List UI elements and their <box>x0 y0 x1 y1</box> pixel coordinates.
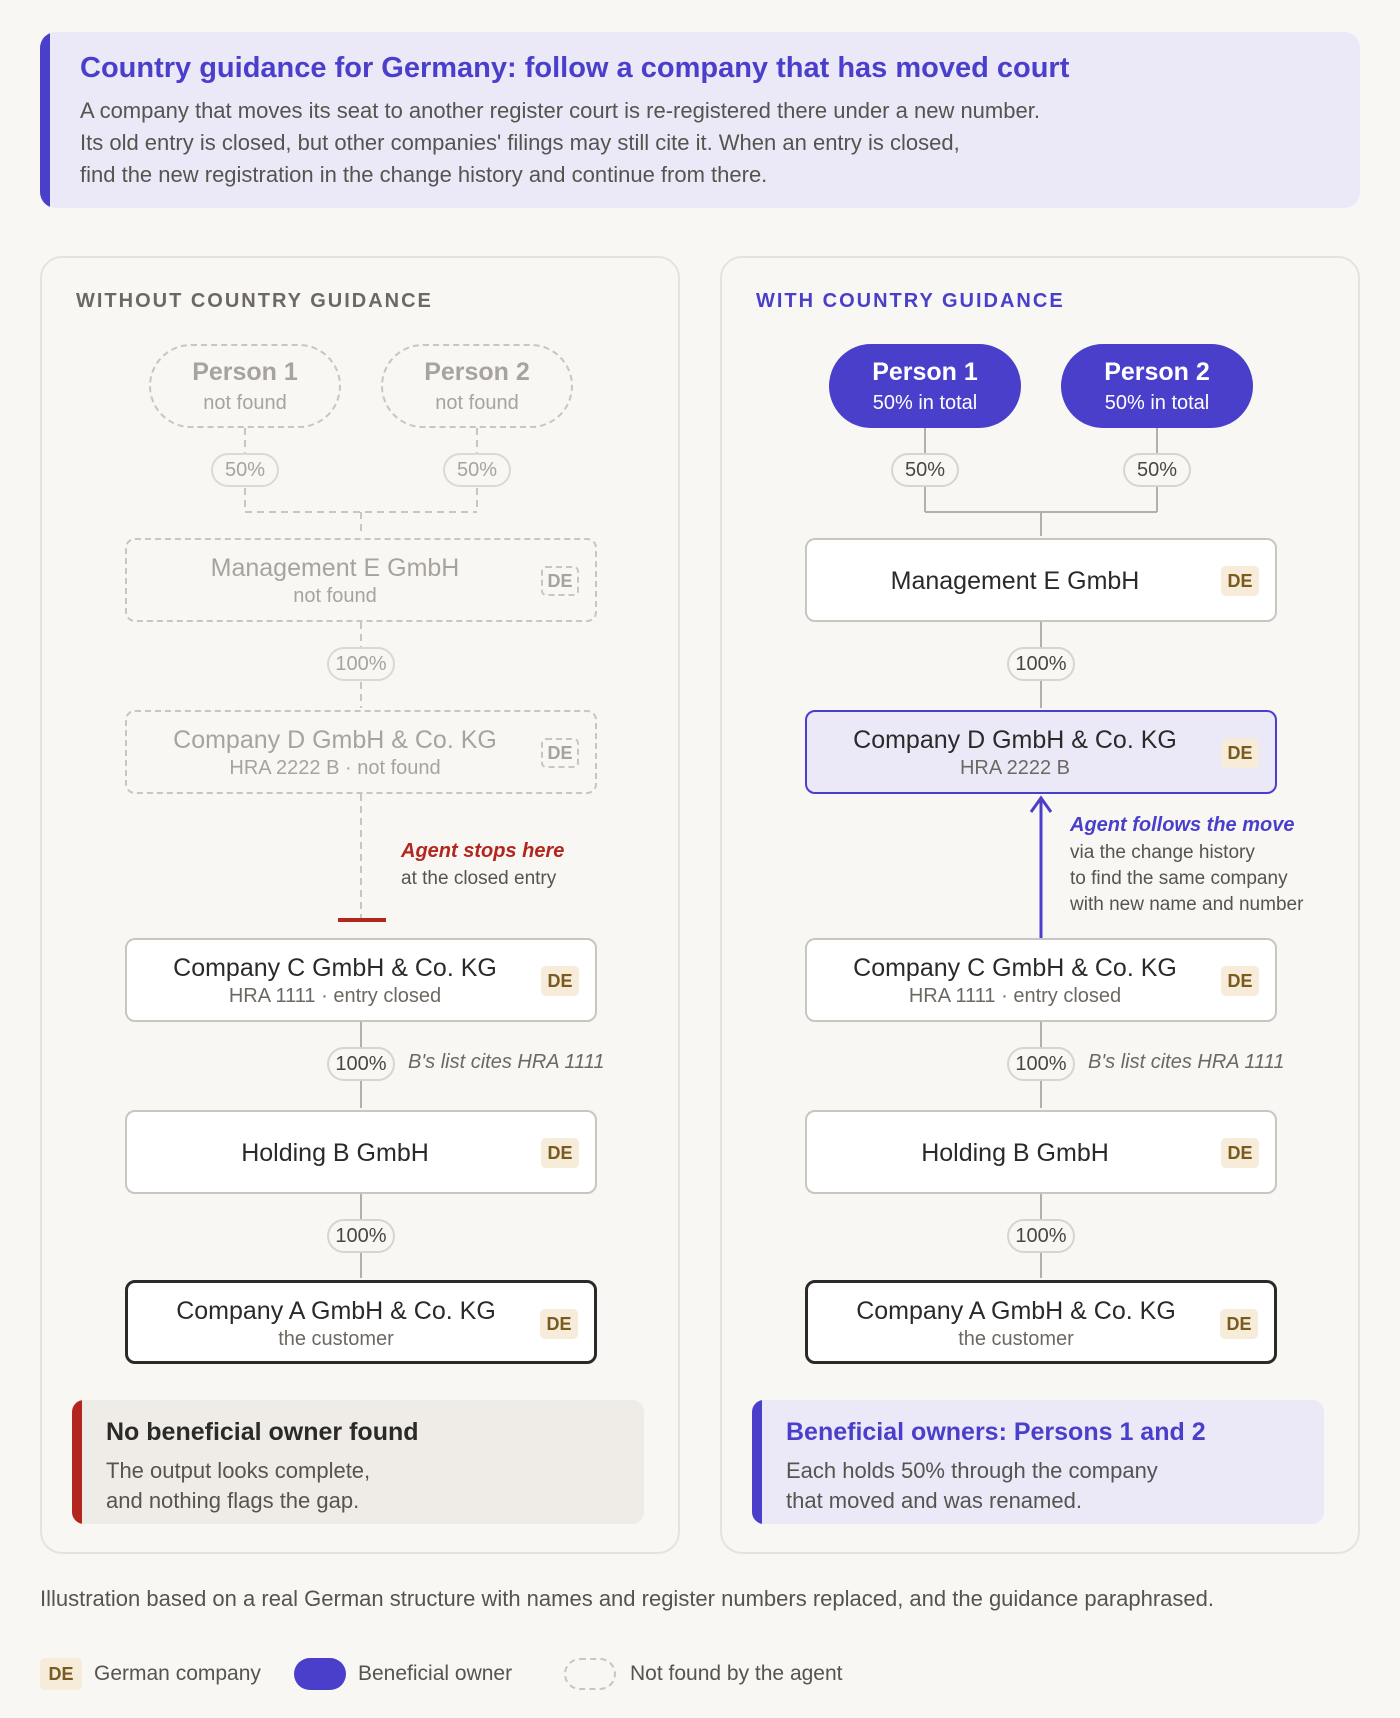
share-pill-c: 100% <box>327 1047 395 1081</box>
panel-without-guidance <box>40 256 680 1554</box>
company-holding-b <box>125 1110 597 1194</box>
company-name: Company A GmbH & Co. KG <box>176 1297 496 1325</box>
company-c <box>805 938 1277 1022</box>
company-status: not found <box>293 585 377 607</box>
de-badge: DE <box>541 738 579 768</box>
company-c <box>125 938 597 1022</box>
share-pill-p2: 50% <box>1123 453 1191 487</box>
header-line-3: find the new registration in the change history and continue from there. <box>80 162 768 187</box>
company-role: the customer <box>958 1328 1074 1350</box>
company-name: Holding B GmbH <box>921 1139 1109 1167</box>
de-badge: DE <box>540 1309 578 1339</box>
cite-note: B's list cites HRA 1111 <box>1088 1051 1285 1073</box>
legend-owner-label: Beneficial owner <box>358 1662 513 1685</box>
panel-label: WITH COUNTRY GUIDANCE <box>756 290 1065 312</box>
company-management-e <box>805 538 1277 622</box>
cite-note: B's list cites HRA 1111 <box>408 1051 605 1073</box>
company-a-customer <box>125 1280 597 1364</box>
company-name: Company D GmbH & Co. KG <box>173 726 497 754</box>
company-name: Company A GmbH & Co. KG <box>856 1297 1176 1325</box>
follow-note-title: Agent follows the move <box>1070 814 1295 836</box>
person-2-owner <box>1061 344 1253 428</box>
de-badge: DE <box>1221 966 1259 996</box>
person-1-status: not found <box>203 392 287 414</box>
company-d <box>125 710 597 794</box>
header-line-1: A company that moves its seat to another register court is re-registered there under a new number. <box>80 98 1040 123</box>
panel-label: WITHOUT COUNTRY GUIDANCE <box>76 290 433 312</box>
de-badge: DE <box>1220 1309 1258 1339</box>
company-name: Management E GmbH <box>890 567 1140 595</box>
result-no-owner <box>72 1400 644 1524</box>
de-badge: DE <box>541 1138 579 1168</box>
follow-note-line-1: via the change history <box>1070 842 1255 863</box>
company-register: HRA 2222 B · not found <box>229 757 441 779</box>
share-pill-p1: 50% <box>891 453 959 487</box>
person-2-share: 50% in total <box>1104 392 1210 414</box>
company-name: Company C GmbH & Co. KG <box>853 954 1177 982</box>
de-badge: DE <box>1221 738 1259 768</box>
company-name: Company C GmbH & Co. KG <box>173 954 497 982</box>
share-pill-mgmt: 100% <box>327 647 395 681</box>
company-role: the customer <box>278 1328 394 1350</box>
share-pill-p1: 50% <box>211 453 279 487</box>
company-management-e <box>125 538 597 622</box>
legend-owner-swatch <box>294 1658 346 1690</box>
de-badge: DE <box>541 566 579 596</box>
person-2-name: Person 2 <box>1104 358 1210 386</box>
person-1-name: Person 1 <box>192 358 298 386</box>
de-badge: DE <box>541 966 579 996</box>
company-holding-b <box>805 1110 1277 1194</box>
share-pill-p2: 50% <box>443 453 511 487</box>
follow-note-line-3: with new name and number <box>1070 894 1304 915</box>
company-register: HRA 1111 · entry closed <box>908 985 1122 1007</box>
company-name: Management E GmbH <box>210 554 460 582</box>
stop-note-line: at the closed entry <box>401 868 557 889</box>
result-owners-found <box>752 1400 1324 1524</box>
person-2-name: Person 2 <box>424 358 530 386</box>
share-pill-b: 100% <box>1007 1219 1075 1253</box>
legend-not-found-label: Not found by the agent <box>630 1662 843 1685</box>
company-d-found <box>805 710 1277 794</box>
header-accent-bar <box>40 32 50 208</box>
stop-note-title: Agent stops here <box>401 840 565 862</box>
legend-de-badge: DE <box>40 1658 82 1690</box>
result-title: Beneficial owners: Persons 1 and 2 <box>786 1418 1206 1446</box>
result-line-2: that moved and was renamed. <box>786 1488 1082 1513</box>
person-1-owner <box>829 344 1021 428</box>
legend-de-label: German company <box>94 1662 261 1685</box>
legend-not-found-swatch <box>564 1658 616 1690</box>
result-line-2: and nothing flags the gap. <box>106 1488 360 1513</box>
result-line-1: The output looks complete, <box>106 1458 371 1483</box>
person-1-share: 50% in total <box>872 392 978 414</box>
company-name: Holding B GmbH <box>241 1139 429 1167</box>
panel-with-guidance <box>720 256 1360 1554</box>
share-pill-c: 100% <box>1007 1047 1075 1081</box>
follow-note-line-2: to find the same company <box>1070 868 1288 889</box>
de-badge: DE <box>1221 566 1259 596</box>
person-2-not-found <box>381 344 573 428</box>
header-line-2: Its old entry is closed, but other companies' filings may still cite it. When an entry is closed, <box>80 130 960 155</box>
de-badge: DE <box>1221 1138 1259 1168</box>
company-a-customer <box>805 1280 1277 1364</box>
company-name: Company D GmbH & Co. KG <box>853 726 1177 754</box>
result-accent-bar <box>72 1400 82 1524</box>
share-pill-b: 100% <box>327 1219 395 1253</box>
result-line-1: Each holds 50% through the company <box>786 1458 1158 1483</box>
guidance-header <box>40 32 1360 208</box>
person-1-not-found <box>149 344 341 428</box>
person-1-name: Person 1 <box>872 358 978 386</box>
company-register: HRA 2222 B <box>959 757 1071 779</box>
footnote: Illustration based on a real German structure with names and register numbers replaced, and the guidance paraphrased. <box>40 1586 1215 1611</box>
header-title: Country guidance for Germany: follow a company that has moved court <box>80 52 1070 84</box>
company-register: HRA 1111 · entry closed <box>228 985 442 1007</box>
result-accent-bar <box>752 1400 762 1524</box>
share-pill-mgmt: 100% <box>1007 647 1075 681</box>
person-2-status: not found <box>435 392 519 414</box>
result-title: No beneficial owner found <box>106 1418 419 1446</box>
